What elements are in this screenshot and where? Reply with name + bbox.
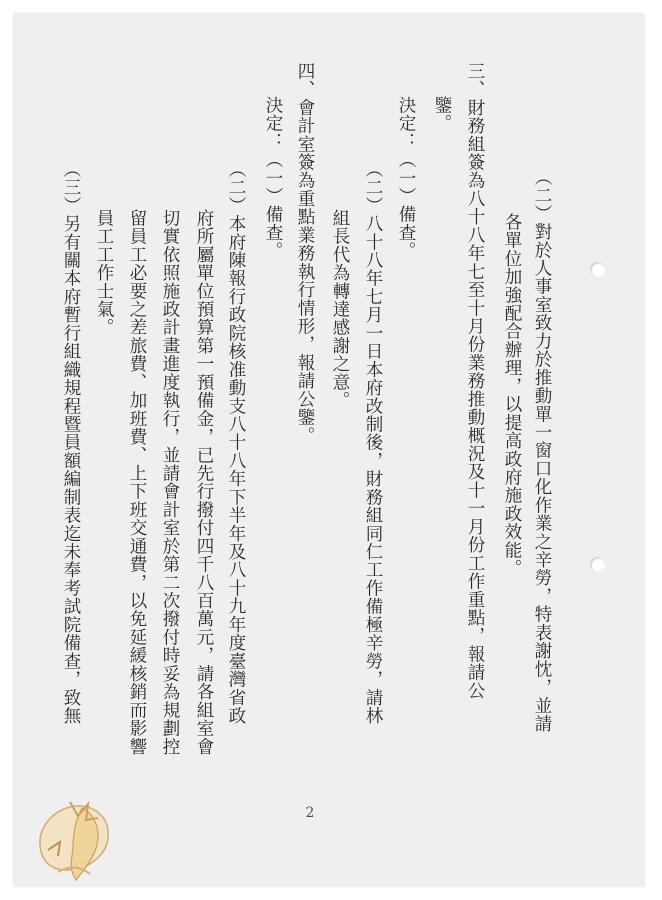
text-column: 府所屬單位預算第一預備金，已先行撥付四千八百萬元，請各組室會 [194,209,214,756]
text-column: （二）八十八年七月一日本府改制後，財務組同仁工作備極辛勞，請林 [363,160,383,725]
text-column: 員工工作士氣。 [94,209,114,337]
text-column: （三）另有關本府暫行組織規程暨員額編制表迄未奉考試院備查，致無 [61,160,81,725]
text-column: （二）對於人事室致力於推動單一窗口化作業之辛勞，特表謝忱，並請 [532,168,552,733]
punch-hole [590,557,605,572]
text-column: 三、財務組簽為八十八年七至十月份業務推動概況及十一月份工作重點，報請公 [465,62,485,700]
taiwan-logo-icon [30,790,130,890]
text-column: 切實依照施政計畫進度執行，並請會計室於第二次撥付時妥為規劃控 [160,209,180,756]
text-column: 決定：（一）備查。 [263,96,283,260]
punch-hole [590,262,605,277]
text-column: 各單位加強配合辦理，以提高政府施政效能。 [502,213,522,578]
text-column: 組長代為轉達感謝之意。 [330,209,350,410]
text-column: 四、會計室簽為重點業務執行情形，報請公鑒。 [295,62,315,445]
text-column: 決定：（一）備查。 [396,96,416,260]
text-column: 鑒。 [432,96,452,133]
text-column: 留員工必要之差旅費、加班費、上下班交通費，以免延緩核銷而影響 [127,209,147,756]
text-column: （二）本府陳報行政院核准動支八十八年下半年及八十九年度臺灣省政 [226,160,246,725]
page-number: 2 [305,805,315,821]
